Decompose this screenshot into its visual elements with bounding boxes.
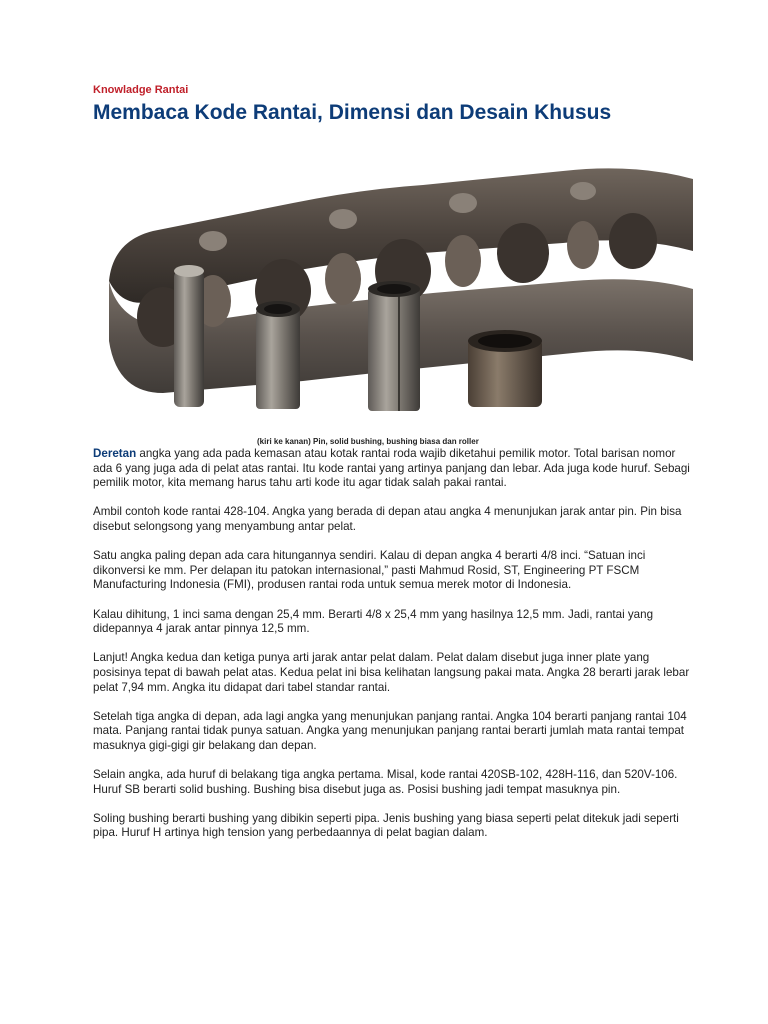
paragraph-text: angka yang ada pada kemasan atau kotak rantai roda wajib diketahui pemilik motor. Total barisan nomor ada 6 yang juga ada di pelat atas rantai. Itu kode rantai yang artinya panjang dan lebar. Ada juga kode huruf. Sebagi pemilik motor, kita memang harus tahu arti kode itu agar tidak salah pakai rantai. <box>93 447 690 490</box>
lead-word: Deretan <box>93 447 137 460</box>
pin <box>174 265 204 407</box>
paragraph: Ambil contoh kode rantai 428-104. Angka yang berada di depan atau angka 4 menunjukan jarak antar pin. Pin bisa disebut selongsong yang menyambung antar pelat. <box>93 505 682 533</box>
paragraph: Lanjut! Angka kedua dan ketiga punya arti jarak antar pelat dalam. Pelat dalam disebut juga inner plate yang posisinya tepat di bawah pelat atas. Kedua pelat ini bisa kelihatan langsung pakai mata. Angka 28 berarti jarak lebar pelat 7,94 mm. Angka itu didapat dari tabel standar rantai. <box>93 651 690 694</box>
chain-illustration <box>93 131 693 447</box>
article-body <box>93 447 693 841</box>
chain-photo <box>93 131 693 447</box>
paragraph: Soling bushing berarti bushing yang dibikin seperti pipa. Jenis bushing yang biasa seperti pelat ditekuk jadi seperti pipa. Huruf H artinya high tension yang perbedaannya di pelat bagian dalam. <box>93 811 679 840</box>
paragraph: Kalau dihitung, 1 inci sama dengan 25,4 mm. Berarti 4/8 x 25,4 mm yang hasilnya 12,5 mm. Jadi, rantai yang didepannya 4 jarak antar pinnya 12,5 mm. <box>93 607 654 636</box>
bushing <box>368 281 420 411</box>
article <box>93 84 693 856</box>
paragraph: Setelah tiga angka di depan, ada lagi angka yang menunjukan panjang rantai. Angka 104 berarti panjang rantai 104 mata. Panjang rantai tidak punya satuan. Angka yang menunjukan panjang rantai berarti jumlah mata rantai tempat masuknya gigi-gigi gir belakang dan depan. <box>93 709 687 752</box>
paragraph: Satu angka paling depan ada cara hitungannya sendiri. Kalau di depan angka 4 berarti 4/8 inci. “Satuan inci dikonversi ke mm. Per delapan itu patokan internasional,” pasti Mahmud Rosid, ST, Engineering PT FSCM Manufacturing Indonesia (FMI), produsen rantai roda untuk semua merek motor di Indonesia. <box>93 549 646 592</box>
solid-bushing <box>256 301 300 409</box>
paragraph <box>93 447 693 491</box>
article-kicker: Knowladge Rantai <box>93 84 189 96</box>
roller <box>468 330 542 407</box>
paragraph: Selain angka, ada huruf di belakang tiga angka pertama. Misal, kode rantai 420SB-102, 428H-116, dan 520V-106. Huruf SB berarti solid bushing. Bushing bisa disebut juga as. Posisi bushing jadi tempat masuknya pin. <box>93 768 678 796</box>
figure-caption: (kiri ke kanan) Pin, solid bushing, bushing biasa dan roller <box>257 437 479 446</box>
article-title: Membaca Kode Rantai, Dimensi dan Desain Khusus <box>93 101 612 124</box>
